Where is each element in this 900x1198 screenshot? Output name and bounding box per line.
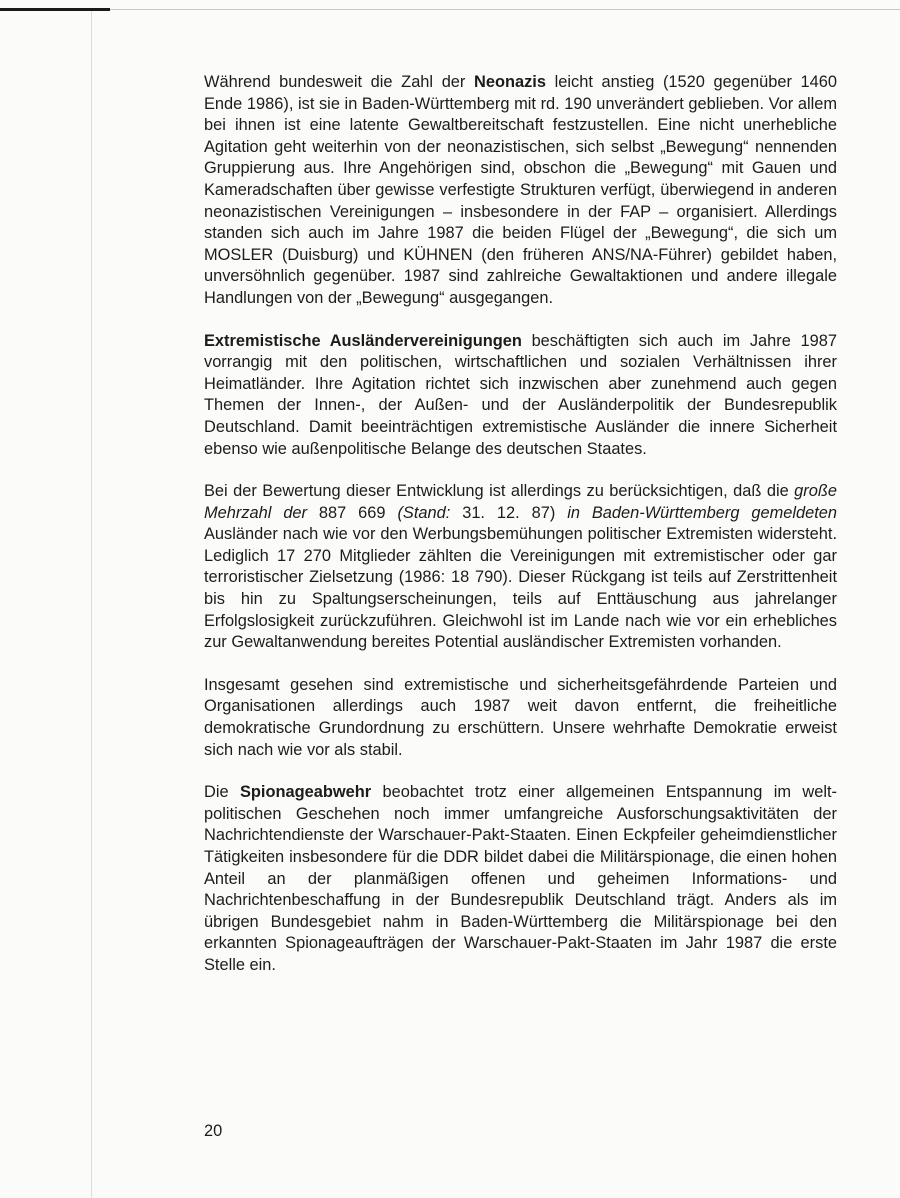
text-run: 887 669 (307, 503, 398, 522)
document-body (204, 72, 837, 998)
page-number: 20 (204, 1122, 223, 1140)
italic-run: in Baden-Württemberg gemeldeten (567, 503, 837, 522)
page-edge-line (91, 11, 92, 1198)
paragraph-neonazis (204, 72, 837, 310)
scan-edge-bar (0, 8, 110, 11)
scan-edge-line (110, 9, 900, 10)
text-run: 31. 12. 87) (450, 503, 568, 522)
paragraph-bewertung (204, 481, 837, 654)
text-run: beschäftigten sich auch im Jahre 1987 vorrangig mit den politischen, wirtschaftlichen und sozialen Verhältnissen ihrer Heimatländer. Ihre Agitation richtet sich inzwischen aber zunehmend auch gegen Themen der Innen-, der Außen- und der Ausländerpolitik der Bundesrepublik Deutschland. Damit beeinträchtigen extremistische Ausländer die innere Sicherheit ebenso wie außenpolitische Belange des deutschen Staates. (204, 331, 837, 458)
text-run: beobachtet trotz einer allgemeinen Entspannung im weltpolitischen Geschehen noch immer umfangreiche Ausforschungsaktivitäten der Nachrichtendienste der Warschauer-Pakt-Staaten. Einen Eckpfeiler geheimdienstlicher Tätigkeiten insbesondere für die DDR bildet dabei die Militärspionage, die einen hohen Anteil an der planmäßigen offenen und geheimen Informations- und Nachrichtenbeschaffung in der Bundesrepublik Deutschland trägt. Anders als im übrigen Bundesgebiet nahm in Baden-Württemberg die Militärspionage bei den erkannten Spionageaufträgen der Warschauer-Pakt-Staaten im Jahr 1987 die erste Stelle ein. (204, 783, 837, 974)
text-run: leicht anstieg (1520 gegenüber 1460 Ende 1986), ist sie in Baden-Württemberg mit rd. 190 unverändert geblieben. Vor allem bei ihnen ist eine latente Gewaltbereitschaft festzustellen. Eine nicht unerhebliche Agitation geht weiterhin von der neonazistischen, sich selbst „Bewegung“ nennenden Gruppierung aus. Ihre Angehörigen sind, obschon die „Bewegung“ mit Gauen und Kameradschaften über gewisse verfestigte Strukturen verfügt, überwiegend in anderen neonazistischen Vereinigungen – insbesondere in der FAP – organisiert. Allerdings standen sich auch im Jahre 1987 die beiden Flügel der „Bewegung“, die sich um MOSLER (Duisburg) und KÜHNEN (den früheren ANS/NA-Führer) gebildet haben, unversöhnlich gegenüber. 1987 sind zahlreiche Gewaltaktionen und andere illegale Handlungen von der „Bewegung“ ausgegangen. (204, 73, 837, 307)
text-run: Während bundesweit die Zahl der (204, 73, 475, 91)
italic-run: (Stand: (397, 503, 451, 522)
bold-term: Extremistische Ausländervereinigungen (204, 331, 522, 350)
text-run: Bei der Bewertung dieser Entwicklung ist allerdings zu berücksichtigen, daß die (204, 482, 795, 501)
paragraph-insgesamt (204, 675, 837, 761)
text-run: Ausländer nach wie vor den Werbungsbemühungen politischer Extremisten widersteht. Lediglich 17 270 Mitglieder zählten die Vereinigungen mit extremistischer oder gar terroristischer Zielsetzung (1986: 18 790). Dieser Rückgang ist teils auf Zerstrittenheit bis hin zu Spaltungserscheinungen, teils auf Enttäuschung aus jahrelanger Erfolgslosigkeit zurückzuführen. Gleichwohl ist im Lande nach wie vor ein erhebliches zur Gewaltanwendung bereites Potential ausländischer Extremisten vorhanden. (204, 525, 837, 652)
text-run: Die (204, 783, 240, 802)
italic-run: große Mehrzahl der (204, 482, 837, 522)
paragraph-auslaendervereinigungen (204, 331, 837, 461)
bold-term: Spionageabwehr (239, 783, 372, 802)
bold-term: Neonazis (474, 73, 546, 91)
text-run: Insgesamt gesehen sind extremistische und sicherheitsgefährdende Parteien und Organisationen allerdings auch 1987 weit davon entfernt, die freiheitliche demokratische Grundordnung zu erschüttern. Unsere wehrhafte Demokratie erweist sich nach wie vor als stabil. (204, 675, 837, 759)
paragraph-spionageabwehr (204, 782, 837, 976)
